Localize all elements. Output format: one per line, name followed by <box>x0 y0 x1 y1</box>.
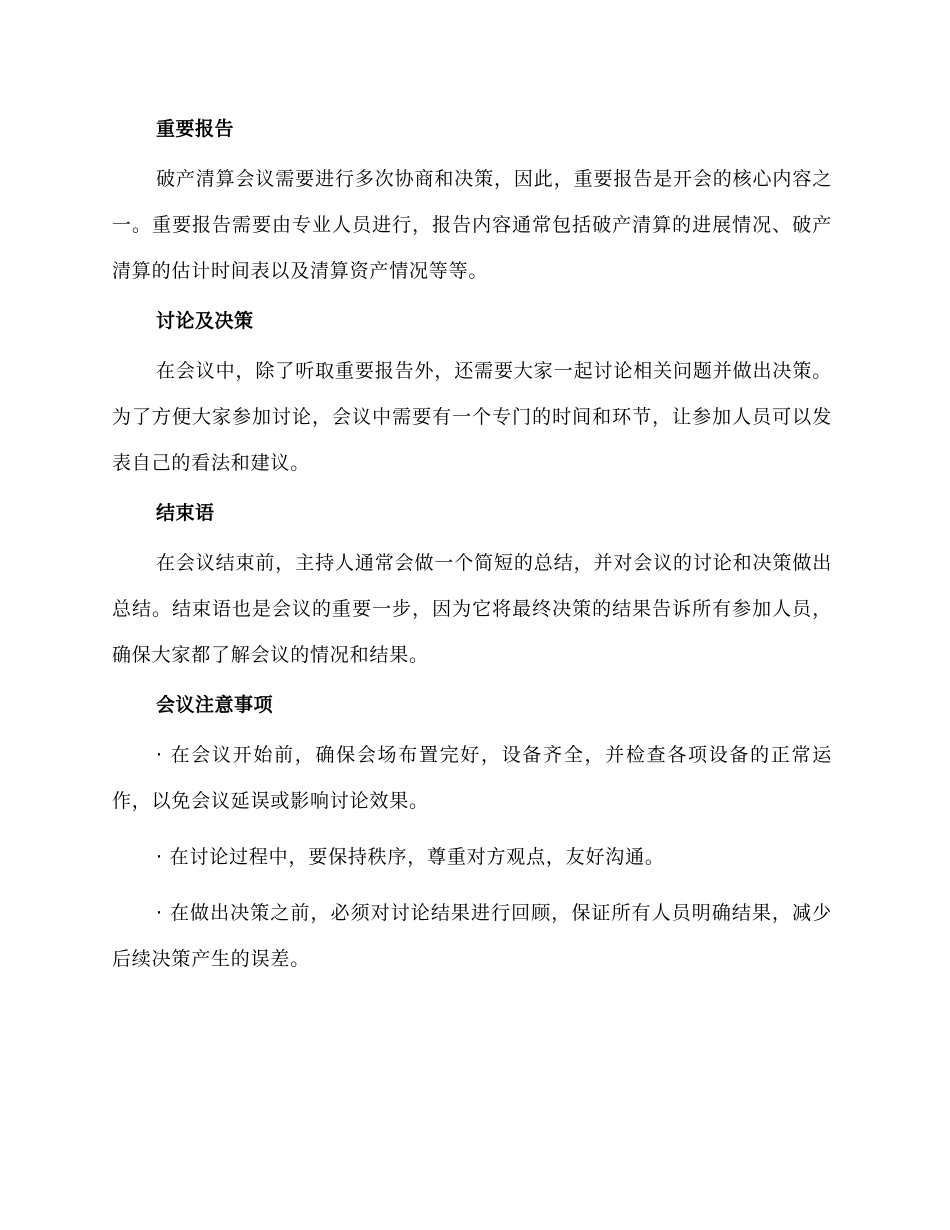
list-item: · 在讨论过程中，要保持秩序，尊重对方观点，友好沟通。 <box>156 846 665 868</box>
section-paragraph: 破产清算会议需要进行多次协商和决策，因此，重要报告是开会的核心内容之一。重要报告需要由专业人员进行，报告内容通常包括破产清算的进展情况、破产清算的估计时间表以及清算资产情况等等。 <box>112 168 832 282</box>
section-closing-remarks <box>112 496 832 678</box>
section-paragraph: 在会议中，除了听取重要报告外，还需要大家一起讨论相关问题并做出决策。为了方便大家参加讨论，会议中需要有一个专门的时间和环节，让参加人员可以发表自己的看法和建议。 <box>112 360 832 474</box>
section-important-report <box>112 112 832 294</box>
section-discussion-decision <box>112 304 832 486</box>
section-heading: 讨论及决策 <box>156 310 254 332</box>
document-page <box>112 112 832 992</box>
section-heading: 会议注意事项 <box>156 694 274 716</box>
list-item: · 在做出决策之前，必须对讨论结果进行回顾，保证所有人员明确结果，减少后续决策产生的误差。 <box>112 902 832 970</box>
list-item: · 在会议开始前，确保会场布置完好，设备齐全，并检查各项设备的正常运作，以免会议延误或影响讨论效果。 <box>112 744 832 812</box>
section-meeting-notes <box>112 688 832 982</box>
section-heading: 结束语 <box>156 502 215 524</box>
section-paragraph: 在会议结束前，主持人通常会做一个简短的总结，并对会议的讨论和决策做出总结。结束语也是会议的重要一步，因为它将最终决策的结果告诉所有参加人员，确保大家都了解会议的情况和结果。 <box>112 552 832 666</box>
section-heading: 重要报告 <box>156 118 235 140</box>
